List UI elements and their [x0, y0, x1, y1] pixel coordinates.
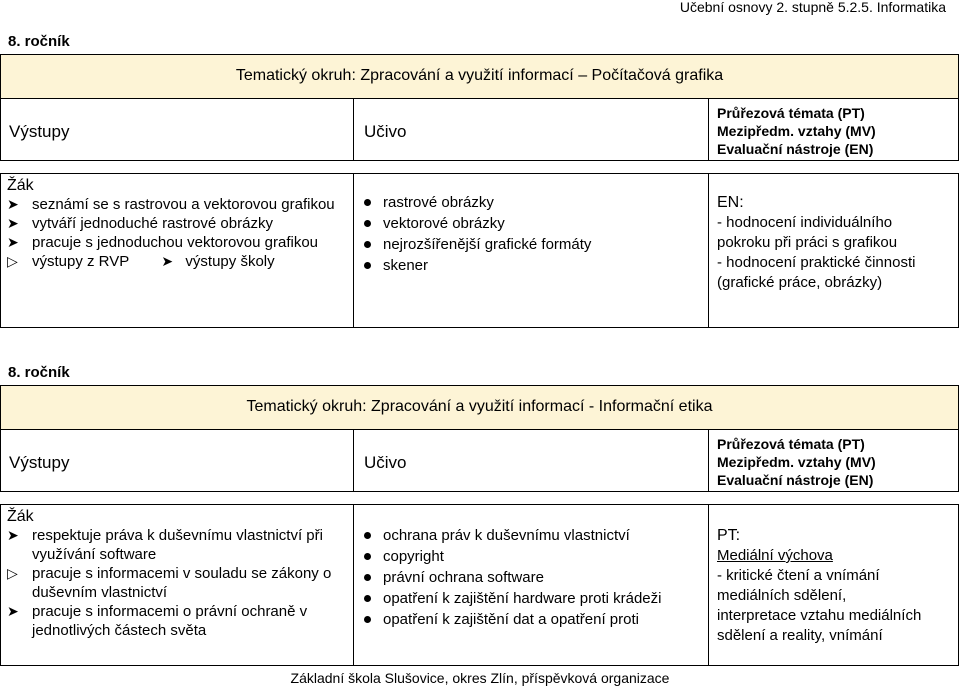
list-item: ➤ seznámí se s rastrovou a vektorovou grafikou: [7, 196, 335, 213]
list-item: ➤ respektuje práva k duševnímu vlastnictví při využívání software: [7, 527, 323, 563]
student-label: Žák: [7, 508, 34, 525]
pt-line: interpretace vztahu mediálních: [717, 607, 922, 624]
pt-line: mediálních sdělení,: [717, 587, 847, 604]
student-label: Žák: [7, 177, 34, 194]
list-item: ➤ pracuje s jednoduchou vektorovou grafikou: [7, 234, 319, 251]
list-item: právní ochrana software: [362, 567, 708, 588]
pt-cell: [709, 505, 959, 666]
evaluation-line: - hodnocení praktické činnosti: [717, 254, 916, 271]
topic-title-cell: [1, 55, 959, 99]
en-header-line: Evaluační nástroje (EN): [717, 141, 874, 157]
legend-row: [7, 252, 353, 271]
legend-school: výstupy školy: [185, 253, 275, 270]
list-item: ▷ pracuje s informacemi v souladu se zákony o duševním vlastnictví: [7, 565, 332, 601]
curriculum-table-graphics: [0, 54, 959, 328]
list-item: opatření k zajištění dat a opatření proti: [362, 609, 708, 630]
evaluation-line: (grafické práce, obrázky): [717, 274, 883, 291]
bullet-icon: [364, 532, 371, 539]
pt-heading: PT:: [717, 527, 741, 544]
list-item: ochrana práv k duševnímu vlastnictví: [362, 525, 708, 546]
outputs-header-label: Výstupy: [9, 453, 70, 472]
list-item: opatření k zajištění hardware proti krádeži: [362, 588, 708, 609]
grade-label: 8. ročník: [8, 33, 70, 50]
list-item: rastrové obrázky: [362, 192, 708, 213]
bullet-icon: [364, 199, 371, 206]
hollow-arrow-icon: ▷: [7, 565, 18, 581]
list-item: vektorové obrázky: [362, 213, 708, 234]
evaluation-line: - hodnocení individuálního: [717, 214, 893, 231]
grade-label: 8. ročník: [8, 364, 70, 381]
pt-header-line: Průřezová témata (PT): [717, 436, 865, 452]
evaluation-cell: [709, 174, 959, 328]
content-header: [354, 430, 709, 492]
content-header: [354, 99, 709, 161]
content-cell: [354, 505, 709, 666]
document-footer: Základní škola Slušovice, okres Zlín, příspěvková organizace: [290, 670, 670, 686]
bullet-icon: [364, 616, 371, 623]
bullet-icon: [364, 574, 371, 581]
bullet-icon: [364, 553, 371, 560]
document-header: Učební osnovy 2. stupně 5.2.5. Informatika: [679, 0, 946, 15]
arrow-bullet-icon: ➤: [161, 253, 174, 269]
evaluation-heading: EN:: [717, 194, 744, 211]
pt-line: sdělení a reality, vnímání: [717, 627, 883, 644]
mv-header-line: Mezipředm. vztahy (MV): [717, 123, 876, 139]
content-header-label: Učivo: [364, 122, 407, 141]
list-item: ➤ vytváří jednoduché rastrové obrázky: [7, 215, 273, 232]
arrow-bullet-icon: ➤: [7, 215, 19, 231]
topic-title: Tematický okruh: Zpracování a využití informací – Počítačová grafika: [235, 67, 724, 84]
bullet-icon: [364, 262, 371, 269]
bullet-icon: [364, 220, 371, 227]
outputs-header-label: Výstupy: [9, 122, 70, 141]
arrow-bullet-icon: ➤: [7, 603, 19, 619]
evaluation-line: pokroku při práci s grafikou: [717, 234, 898, 251]
arrow-bullet-icon: ➤: [7, 527, 19, 543]
list-item: copyright: [362, 546, 708, 567]
pt-line: - kritické čtení a vnímání: [717, 567, 880, 584]
pt-header: [709, 430, 959, 492]
curriculum-table-ethics: [0, 385, 959, 666]
pt-topic: Mediální výchova: [717, 547, 833, 564]
pt-header: [709, 99, 959, 161]
content-header-label: Učivo: [364, 453, 407, 472]
content-cell: [354, 174, 709, 328]
list-item: nejrozšířenější grafické formáty: [362, 234, 708, 255]
arrow-bullet-icon: ➤: [7, 196, 19, 212]
bullet-icon: [364, 241, 371, 248]
en-header-line: Evaluační nástroje (EN): [717, 472, 874, 488]
bullet-icon: [364, 595, 371, 602]
outputs-cell: [1, 174, 354, 328]
pt-header-line: Průřezová témata (PT): [717, 105, 865, 121]
list-item: ➤ pracuje s informacemi o právní ochraně v jednotlivých částech světa: [7, 603, 308, 639]
hollow-arrow-icon: ▷: [7, 253, 18, 269]
list-item: skener: [362, 255, 708, 276]
topic-title-cell: [1, 386, 959, 430]
mv-header-line: Mezipředm. vztahy (MV): [717, 454, 876, 470]
outputs-header: [1, 99, 354, 161]
outputs-header: [1, 430, 354, 492]
outputs-cell: [1, 505, 354, 666]
arrow-bullet-icon: ➤: [7, 234, 19, 250]
legend-rvp: výstupy z RVP: [32, 253, 129, 270]
topic-title: Tematický okruh: Zpracování a využití informací - Informační etika: [246, 398, 713, 415]
